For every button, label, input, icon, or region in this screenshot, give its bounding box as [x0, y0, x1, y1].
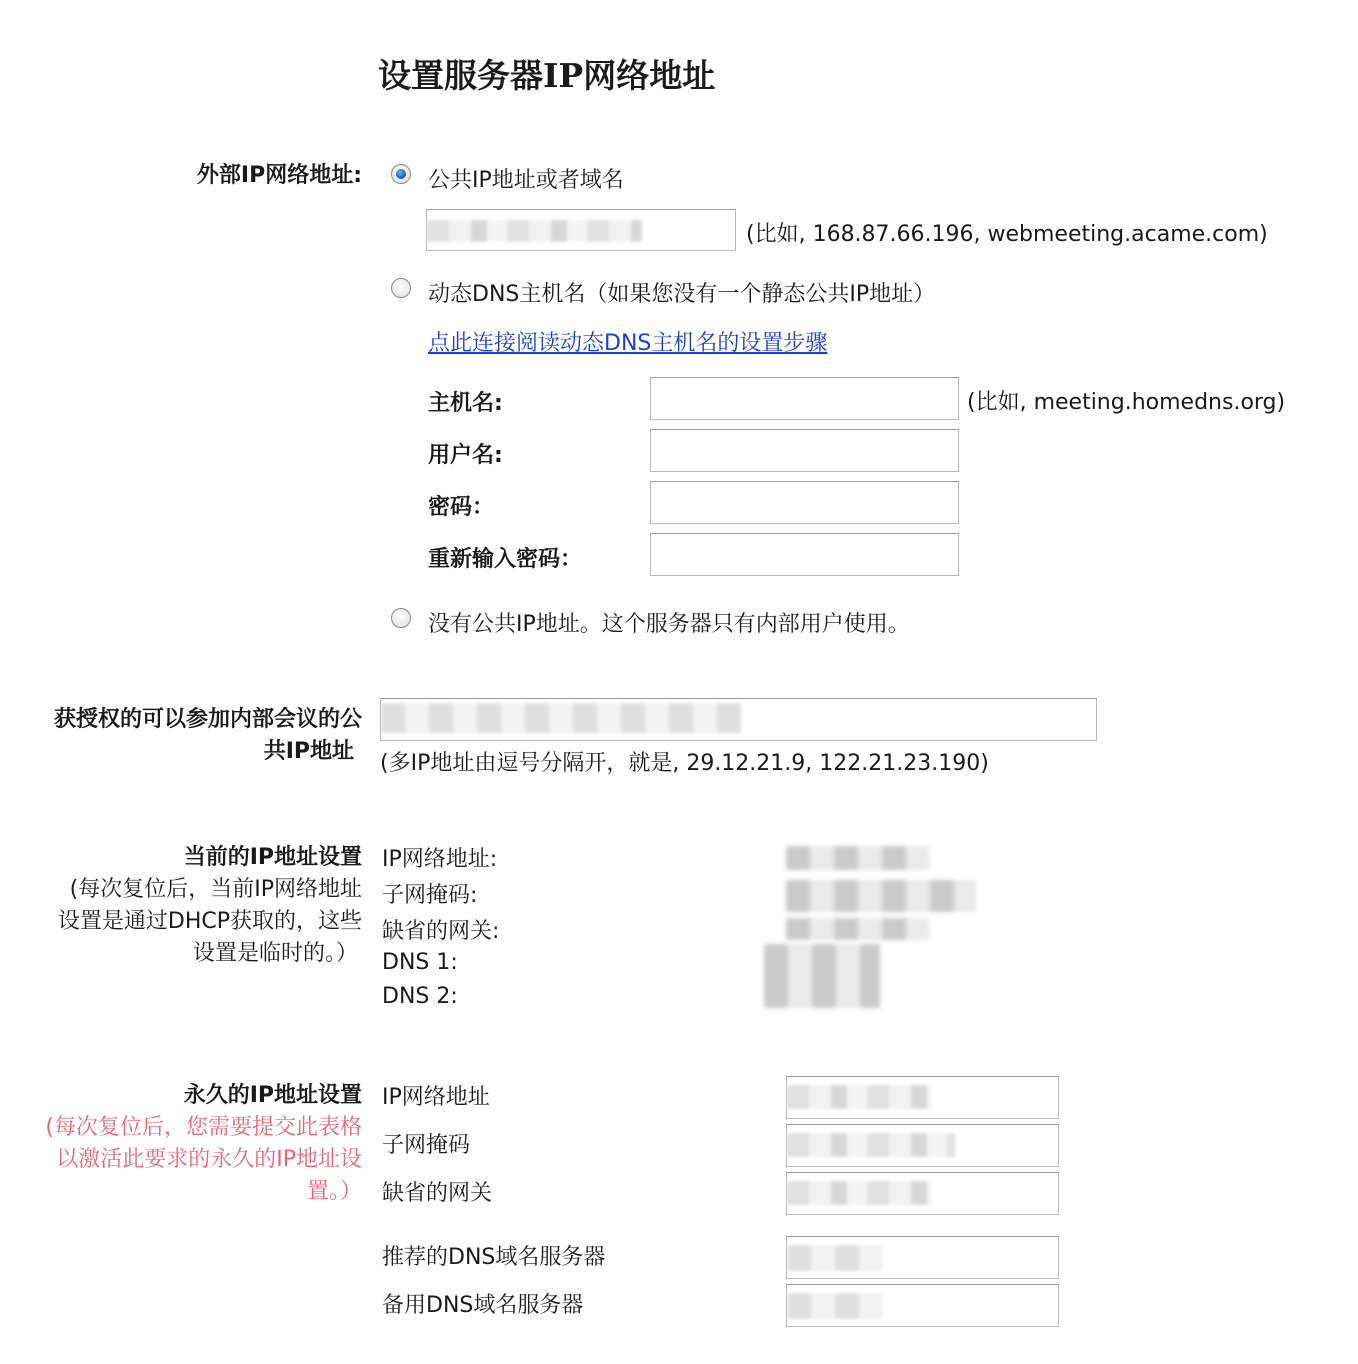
password-confirm-label: 重新输入密码： [428, 547, 583, 572]
permanent-gateway-input[interactable] [786, 1172, 1059, 1215]
current-ip-label: 当前的IP地址设置 [183, 845, 362, 870]
authorized-ip-label-line1: 获授权的可以参加内部会议的公 [53, 707, 362, 732]
username-input[interactable] [650, 429, 959, 472]
public-ip-radio[interactable] [391, 164, 411, 184]
current-ip-note-line2: 设置是通过DHCP获取的，这些 [57, 909, 362, 934]
no-public-ip-radio[interactable] [391, 608, 411, 628]
public-ip-option-label: 公共IP地址或者域名 [428, 168, 624, 193]
hostname-hint: (比如, meeting.homedns.org) [967, 390, 1286, 415]
dynamic-dns-help-link[interactable]: 点此连接阅读动态DNS主机名的设置步骤 [428, 331, 828, 356]
redacted-value [786, 846, 930, 870]
current-ip-note-line1: (每次复位后，当前IP网络地址 [69, 877, 362, 902]
redacted-value [787, 1245, 883, 1271]
username-label: 用户名: [428, 443, 503, 468]
external-ip-label: 外部IP网络地址: [196, 163, 362, 188]
current-dns1-row-label: DNS 1: [382, 950, 458, 975]
authorized-ip-hint: (多IP地址由逗号分隔开，就是, 29.12.21.9, 122.21.23.190) [380, 751, 989, 776]
dynamic-dns-option-label: 动态DNS主机名（如果您没有一个静态公共IP地址） [428, 282, 936, 307]
permanent-ip-label: 永久的IP地址设置 [183, 1083, 362, 1108]
current-dns2-row-label: DNS 2: [382, 984, 458, 1009]
permanent-ip-note-line1: (每次复位后，您需要提交此表格 [45, 1115, 362, 1140]
redacted-value [787, 1181, 932, 1205]
hostname-input[interactable] [650, 377, 959, 420]
authorized-ip-label-line2: 共IP地址 [263, 739, 354, 764]
permanent-gateway-row-label: 缺省的网关 [382, 1181, 493, 1206]
redacted-value [381, 703, 741, 733]
redacted-value [786, 880, 976, 912]
current-ip-note-line3: 设置是临时的。） [192, 941, 358, 966]
dynamic-dns-radio[interactable] [391, 278, 411, 298]
alternate-dns-row-label: 备用DNS域名服务器 [382, 1293, 584, 1318]
permanent-ip-input[interactable] [786, 1076, 1059, 1119]
redacted-value [764, 944, 880, 1008]
permanent-ip-row-label: IP网络地址 [382, 1085, 490, 1110]
alternate-dns-input[interactable] [786, 1284, 1059, 1327]
permanent-ip-note-line3: 置。） [306, 1179, 362, 1204]
password-input[interactable] [650, 481, 959, 524]
page-title: 设置服务器IP网络地址 [378, 56, 716, 95]
permanent-subnet-input[interactable] [786, 1124, 1059, 1167]
current-subnet-row-label: 子网掩码: [382, 883, 478, 908]
password-label: 密码： [428, 495, 495, 520]
public-ip-hint: (比如, 168.87.66.196, webmeeting.acame.com) [746, 222, 1268, 247]
current-ip-row-label: IP网络地址: [382, 847, 498, 872]
public-ip-input[interactable] [426, 209, 736, 251]
redacted-value [786, 918, 930, 940]
permanent-ip-note-line2: 以激活此要求的永久的IP地址设 [56, 1147, 362, 1172]
preferred-dns-input[interactable] [786, 1236, 1059, 1279]
preferred-dns-row-label: 推荐的DNS域名服务器 [382, 1245, 606, 1270]
permanent-subnet-row-label: 子网掩码 [382, 1133, 471, 1158]
redacted-value [787, 1293, 883, 1319]
authorized-ip-input[interactable] [380, 698, 1097, 741]
redacted-value [787, 1085, 932, 1109]
redacted-value [787, 1133, 955, 1157]
hostname-label: 主机名: [428, 391, 503, 416]
redacted-value [427, 220, 642, 242]
no-public-ip-option-label: 没有公共IP地址。这个服务器只有内部用户使用。 [428, 612, 910, 637]
current-gateway-row-label: 缺省的网关: [382, 919, 500, 944]
password-confirm-input[interactable] [650, 533, 959, 576]
